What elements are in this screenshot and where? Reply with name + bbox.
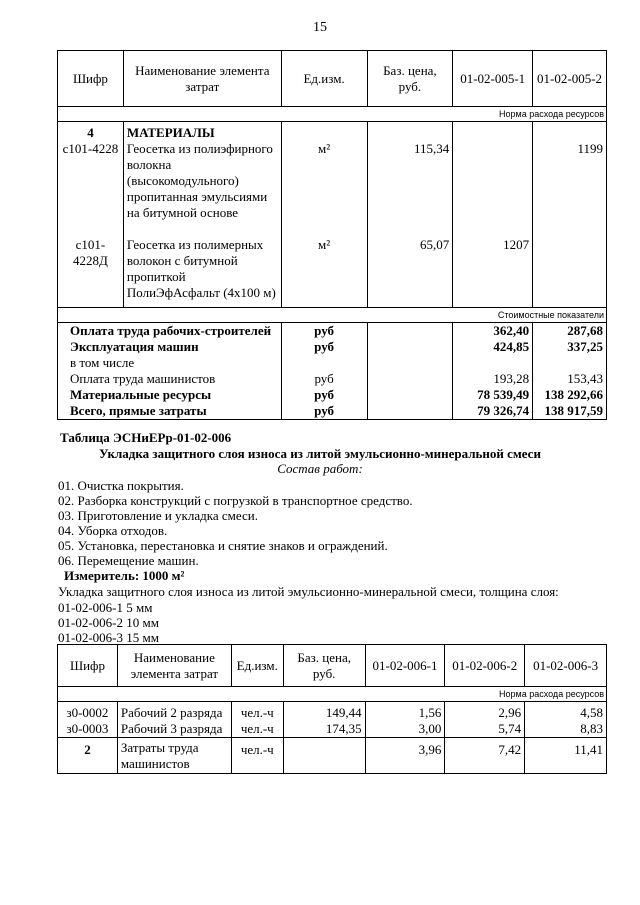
section-title: МАТЕРИАЛЫ [123,122,281,142]
section-row [58,122,607,142]
cost-row [58,387,607,403]
col-header-code: Шифр [58,51,124,107]
cost-unit: руб [281,322,367,339]
row-name: Затраты труда машинистов [117,738,231,774]
row-unit: чел.-ч [231,738,283,774]
resource-table-2 [57,644,607,774]
row-code: с101-4228 [58,141,124,231]
resource-table-1 [57,50,607,420]
row-name: Геосетка из полиэфирного волокна (высокомодульного) пропитанная эмульсиями на битумной основе [123,141,281,231]
measure-unit: Измеритель: 1000 м² [64,568,185,583]
norm-label: Норма расхода ресурсов [58,687,607,702]
table-row [58,738,607,774]
col-header-variant-3: 01-02-006-3 [525,645,607,687]
col-header-name: Наименование элемента затрат [117,645,231,687]
works-heading: Состав работ: [277,461,363,476]
cost-row [58,339,607,355]
row-value-2: 5,74 [445,721,525,738]
cost-unit: руб [281,371,367,387]
row-value-1: 3,96 [365,738,445,774]
table-header-row [58,645,607,687]
row-price: 174,35 [283,721,365,738]
col-header-price: Баз. цена, руб. [283,645,365,687]
row-code: з0-0002 [58,702,118,722]
cost-value-2: 287,68 [533,322,607,339]
cost-row [58,403,607,420]
table-row [58,721,607,738]
row-value-2: 2,96 [445,702,525,722]
col-header-unit: Ед.изм. [231,645,283,687]
section-number: 4 [58,122,124,142]
row-name: Геосетка из полимерных волокон с битумной пропиткой ПолиЭфАсфальт (4х100 м) [123,231,281,307]
row-value-3: 11,41 [525,738,607,774]
work-item: 02. Разборка конструкций с погрузкой в транспортное средство. [58,493,413,508]
variant-item: 01-02-006-1 5 мм [58,600,153,615]
cost-unit: руб [281,387,367,403]
table-row [58,231,607,307]
cost-unit: руб [281,403,367,420]
col-header-code: Шифр [58,645,118,687]
cost-row [58,355,607,371]
cost-value-2: 138 917,59 [533,403,607,420]
cost-name: Эксплуатация машин [58,339,282,355]
row-name: Рабочий 3 разряда [117,721,231,738]
cost-unit: руб [281,339,367,355]
work-item: 05. Установка, перестановка и снятие знаков и ограждений. [58,538,388,553]
row-price: 149,44 [283,702,365,722]
work-item: 04. Уборка отходов. [58,523,168,538]
description: Укладка защитного слоя износа из литой эмульсионно-минеральной смеси, толщина слоя: [58,584,559,599]
table-row [58,702,607,722]
row-price [283,738,365,774]
table-title: Таблица ЭСНиЕРр-01-02-006 [60,430,232,445]
col-header-variant-2: 01-02-006-2 [445,645,525,687]
row-price: 115,34 [367,141,453,231]
row-value-2: 7,42 [445,738,525,774]
row-unit: чел.-ч [231,702,283,722]
cost-row [58,322,607,339]
cost-row [58,371,607,387]
row-value-3: 8,83 [525,721,607,738]
row-value-1: 1,56 [365,702,445,722]
cost-name: Всего, прямые затраты [58,403,282,420]
cost-value-1: 362,40 [453,322,533,339]
row-name: Рабочий 2 разряда [117,702,231,722]
col-header-name: Наименование элемента затрат [123,51,281,107]
row-value-1: 3,00 [365,721,445,738]
row-code: з0-0003 [58,721,118,738]
row-code: 2 [58,738,118,774]
cost-value-2: 153,43 [533,371,607,387]
work-item: 06. Перемещение машин. [58,553,199,568]
cost-value-2: 138 292,66 [533,387,607,403]
row-price: 65,07 [367,231,453,307]
col-header-variant-1: 01-02-005-1 [453,51,533,107]
cost-name: Материальные ресурсы [58,387,282,403]
cost-name: Оплата труда машинистов [58,371,282,387]
row-value-1 [453,141,533,231]
page-number: 15 [313,20,327,35]
col-header-variant-1: 01-02-006-1 [365,645,445,687]
row-unit: м² [281,231,367,307]
work-item: 01. Очистка покрытия. [58,478,184,493]
table-subtitle: Укладка защитного слоя износа из литой эмульсионно-минеральной смеси [99,446,541,461]
table-header-row [58,51,607,107]
cost-value-1: 78 539,49 [453,387,533,403]
norm-label: Норма расхода ресурсов [58,107,607,122]
cost-value-1: 193,28 [453,371,533,387]
cost-value-1: 79 326,74 [453,403,533,420]
row-unit: м² [281,141,367,231]
variant-item: 01-02-006-3 15 мм [58,630,159,645]
cost-value-1: 424,85 [453,339,533,355]
variant-item: 01-02-006-2 10 мм [58,615,159,630]
cost-name: Оплата труда рабочих-строителей [58,322,282,339]
row-value-2: 1199 [533,141,607,231]
row-code: с101-4228Д [58,231,124,307]
cost-label: Стоимостные показатели [58,307,607,322]
col-header-unit: Ед.изм. [281,51,367,107]
row-value-3: 4,58 [525,702,607,722]
work-item: 03. Приготовление и укладка смеси. [58,508,258,523]
row-value-1: 1207 [453,231,533,307]
cost-name: в том числе [58,355,282,371]
col-header-variant-2: 01-02-005-2 [533,51,607,107]
col-header-price: Баз. цена, руб. [367,51,453,107]
row-value-2 [533,231,607,307]
table-row [58,141,607,231]
row-unit: чел.-ч [231,721,283,738]
cost-value-2: 337,25 [533,339,607,355]
